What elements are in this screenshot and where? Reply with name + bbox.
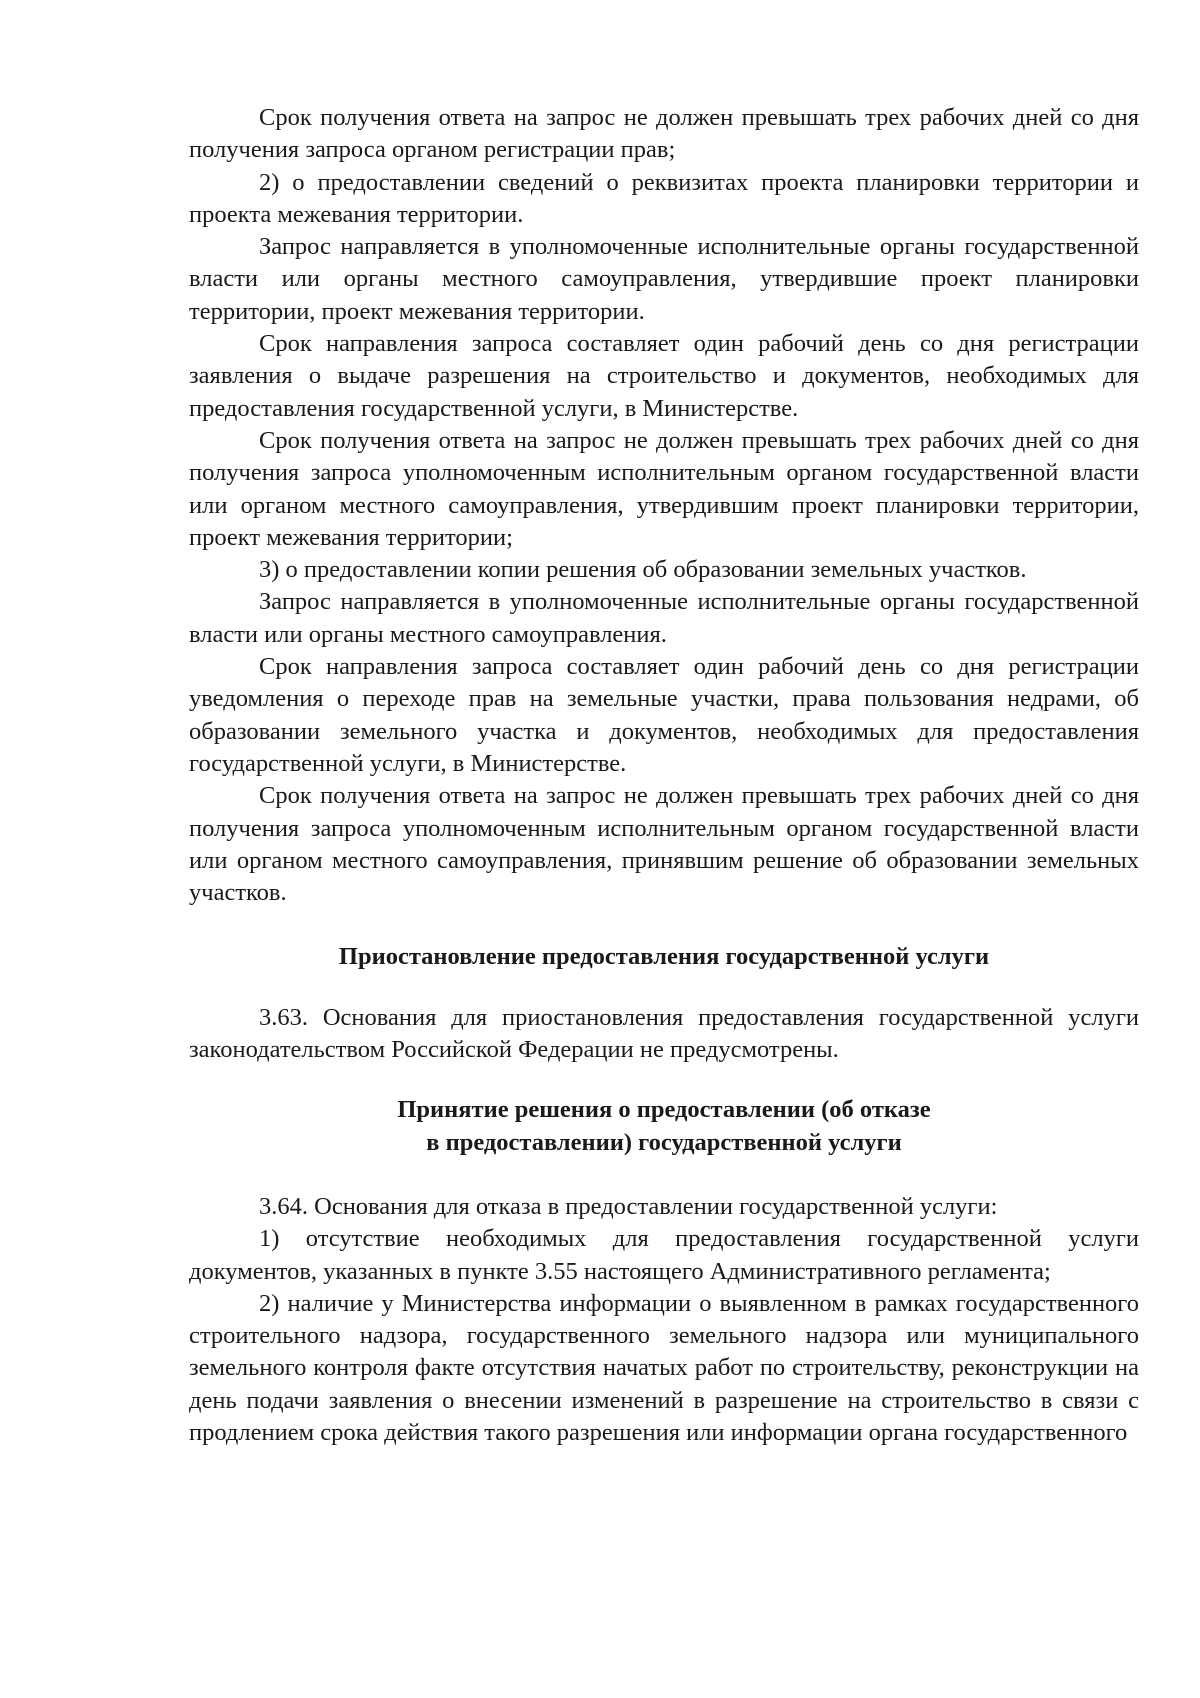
- section-heading: Приостановление предоставления государственной услуги: [338, 943, 990, 971]
- document-page: [189, 102, 1139, 1449]
- section-heading-line: в предоставлении) государственной услуги: [426, 1128, 902, 1156]
- paragraph: 1) отсутствие необходимых для предоставления государственной услуги документов, указанных в пункте 3.55 настоящего Административного регламента;: [189, 1225, 1139, 1285]
- paragraph: 2) о предоставлении сведений о реквизитах проекта планировки территории и проекта межевания территории.: [189, 168, 1139, 228]
- paragraph: Срок получения ответа на запрос не должен превышать трех рабочих дней со дня получения запроса органом регистрации прав;: [189, 104, 1139, 164]
- paragraph: 3.63. Основания для приостановления предоставления государственной услуги законодательством Российской Федерации не предусмотрены.: [189, 1003, 1139, 1064]
- paragraph: Запрос направляется в уполномоченные исполнительные органы государственной власти или органы местного самоуправления, утвердившие проект планировки территории, проект межевания территории.: [189, 233, 1139, 325]
- paragraph: Запрос направляется в уполномоченные исполнительные органы государственной власти или органы местного самоуправления.: [189, 588, 1139, 648]
- paragraph: Срок направления запроса составляет один рабочий день со дня регистрации заявления о выдаче разрешения на строительство и документов, необходимых для предоставления государственной услуги, в Министерстве.: [189, 330, 1139, 422]
- paragraph: 3) о предоставлении копии решения об образовании земельных участков.: [259, 556, 1027, 584]
- paragraph: Срок получения ответа на запрос не должен превышать трех рабочих дней со дня получения запроса уполномоченным исполнительным органом государственной власти или органом местного самоуправления, утвердившим проект планировки территории, проект межевания территории;: [189, 426, 1139, 551]
- section-heading: [189, 1094, 1139, 1159]
- paragraph: 3.64. Основания для отказа в предоставлении государственной услуги:: [259, 1192, 998, 1220]
- paragraph: Срок получения ответа на запрос не должен превышать трех рабочих дней со дня получения запроса уполномоченным исполнительным органом государственной власти или органом местного самоуправления, принявшим решение об образовании земельных участков.: [189, 782, 1139, 907]
- paragraph: 2) наличие у Министерства информации о выявленном в рамках государственного строительного надзора, государственного земельного надзора или муниципального земельного контроля факте отсутствия начатых работ по строительству, реконструкции на день подачи заявления о внесении изменений в разрешение на строительство в связи с продлением срока действия такого разрешения или информации органа государственного: [189, 1289, 1139, 1446]
- section-heading-line: Принятие решения о предоставлении (об отказе: [397, 1096, 931, 1124]
- paragraph: Срок направления запроса составляет один рабочий день со дня регистрации уведомления о переходе прав на земельные участки, права пользования недрами, об образовании земельного участка и документов, необходимых для предоставления государственной услуги, в Министерстве.: [189, 653, 1139, 777]
